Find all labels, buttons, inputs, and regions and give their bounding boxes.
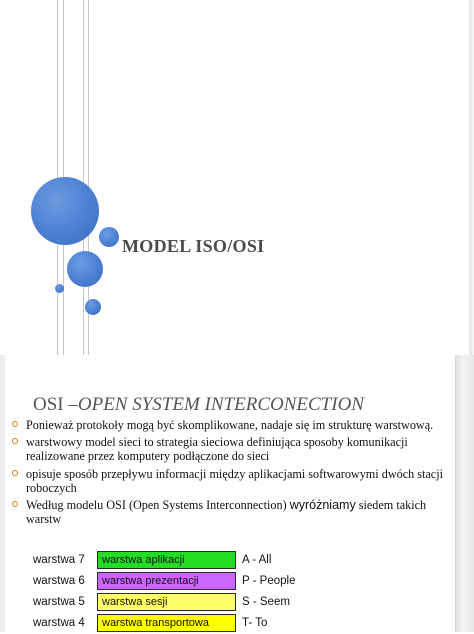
layer-name-box: warstwa sesji [97, 593, 236, 611]
layer-mnemonic: P - People [242, 575, 296, 587]
bullet-icon [12, 470, 18, 476]
small-circle-decoration [85, 299, 101, 315]
bullet-text-emphasis: wyróżniamy [289, 498, 356, 513]
bullet-text: opisuje sposób przepływu informacji między aplikacjami softwarowymi dwóch stacji roboczych [26, 466, 443, 495]
slide-edge [469, 0, 474, 355]
layer-number: warstwa 7 [33, 554, 85, 566]
layer-row [30, 550, 450, 571]
decorative-line [83, 0, 84, 355]
slide-edge [0, 355, 5, 632]
slide-heading [33, 394, 364, 416]
layer-mnemonic: S - Seem [242, 596, 290, 608]
medium-circle-decoration [67, 251, 103, 287]
heading-italic: OPEN SYSTEM INTERCONECTION [77, 394, 364, 415]
layer-row [30, 571, 450, 592]
bullet-text: warstwowy model sieci to strategia sieciowa definiująca sposoby komunikacji realizowane przez komputery podłączone do sieci [26, 435, 408, 464]
layer-mnemonic: A - All [242, 554, 272, 566]
content-slide [0, 355, 474, 632]
slide-edge [455, 355, 474, 632]
bullet-text: Ponieważ protokoły mogą być skomplikowane, nadaje się im strukturę warstwową. [26, 418, 434, 432]
layer-row [30, 592, 450, 613]
layer-name-box: warstwa aplikacji [97, 551, 236, 569]
slide-title: MODEL ISO/OSI [122, 236, 265, 256]
layer-number: warstwa 6 [33, 575, 85, 587]
list-item [12, 498, 452, 526]
large-circle-decoration [31, 177, 99, 245]
small-circle-decoration [99, 227, 119, 247]
bullet-list [12, 418, 452, 529]
layer-mnemonic: T- To [242, 617, 268, 629]
heading-prefix: OSI – [33, 394, 78, 415]
layer-number: warstwa 5 [33, 596, 85, 608]
list-item [12, 467, 452, 495]
list-item [12, 435, 452, 463]
layer-number: warstwa 4 [33, 617, 85, 629]
bullet-icon [12, 421, 18, 427]
tiny-circle-decoration [55, 284, 64, 293]
layer-name-box: warstwa prezentacji [97, 572, 236, 590]
bullet-text: siedem takich warstw [26, 498, 427, 527]
list-item [12, 418, 452, 432]
bullet-icon [12, 438, 18, 444]
bullet-icon [12, 501, 18, 507]
layer-name-box: warstwa transportowa [97, 614, 236, 632]
osi-layers-table [30, 550, 450, 634]
layer-row [30, 613, 450, 634]
bullet-text: Według modelu OSI (Open Systems Interconnection) [26, 498, 290, 513]
